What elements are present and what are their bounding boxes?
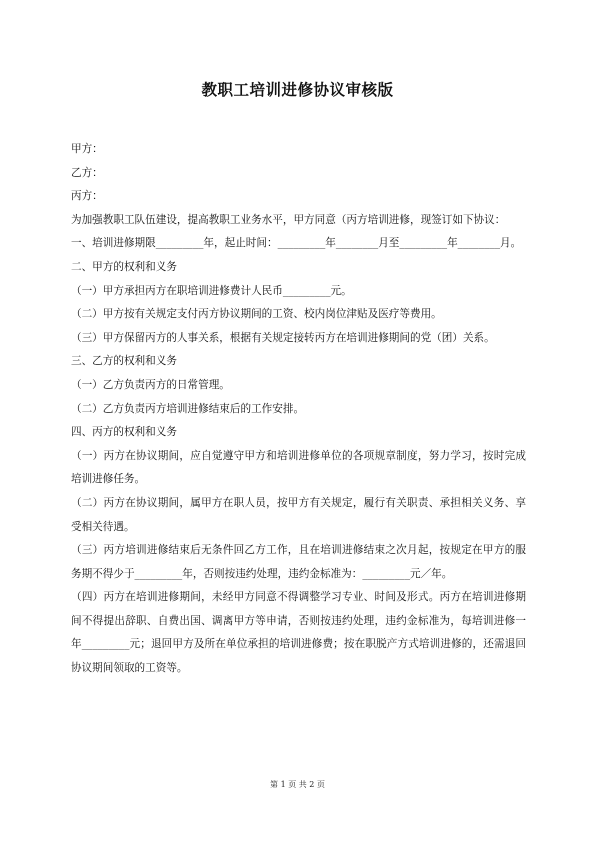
party-a-line: 甲方： <box>71 143 103 155</box>
section-3-heading: 三、乙方的权利和义务 <box>71 355 177 368</box>
section-4-clause-4: （四）丙方在培训进修期间，未经甲方同意不得调整学习专业、时间及形式。丙方在培训进修期间不得提出辞职、自费出国、调离甲方等申请，否则按违约处理，违约金标准为，每培训进修一年_________元；退回甲方及所在单位承担的培训进修费；按在职脱产方式培训进修的，还需退回协议期间领取的工资等。 <box>71 591 526 675</box>
page-number-footer: 第 1 页 共 2 页 <box>270 780 325 789</box>
section-3-clause-1: （一）乙方负责丙方的日常管理。 <box>71 378 230 391</box>
preamble-paragraph: 为加强教职工队伍建设，提高教职工业务水平，甲方同意（丙方培训进修，现签订如下协议： <box>71 213 506 226</box>
section-2-heading: 二、甲方的权利和义务 <box>71 260 177 273</box>
document-body <box>71 138 526 681</box>
section-4-heading: 四、丙方的权利和义务 <box>71 426 177 439</box>
section-2-clause-1: （一）甲方承担丙方在职培训进修费计人民币_________元。 <box>71 284 352 297</box>
section-2-clause-3: （三）甲方保留丙方的人事关系，根据有关规定接转丙方在培训进修期间的党（团）关系。 <box>71 331 495 344</box>
section-1-term: 一、培训进修期限_________年，起止时间：_________年________月至_________年________月。 <box>71 237 522 250</box>
party-c-line: 丙方： <box>71 190 103 203</box>
party-b-line: 乙方： <box>71 166 103 179</box>
section-4-clause-2: （二）丙方在协议期间，属甲方在职人员，按甲方有关规定，履行有关职责、承担相关义务、享受相关待遇。 <box>71 496 526 533</box>
section-2-clause-2: （二）甲方按有关规定支付丙方协议期间的工资、校内岗位津贴及医疗等费用。 <box>71 308 442 321</box>
section-3-clause-2: （二）乙方负责丙方培训进修结束后的工作安排。 <box>71 402 305 415</box>
section-4-clause-1: （一）丙方在协议期间，应自觉遵守甲方和培训进修单位的各项规章制度，努力学习，按时完成培训进修任务。 <box>71 449 526 486</box>
document-title: 教职工培训进修协议审核版 <box>201 81 394 99</box>
section-4-clause-3: （三）丙方培训进修结束后无条件回乙方工作，且在培训进修结束之次月起，按规定在甲方的服务期不得少于_________年，否则按违约处理，违约金标准为：_________元／年。 <box>71 544 526 580</box>
